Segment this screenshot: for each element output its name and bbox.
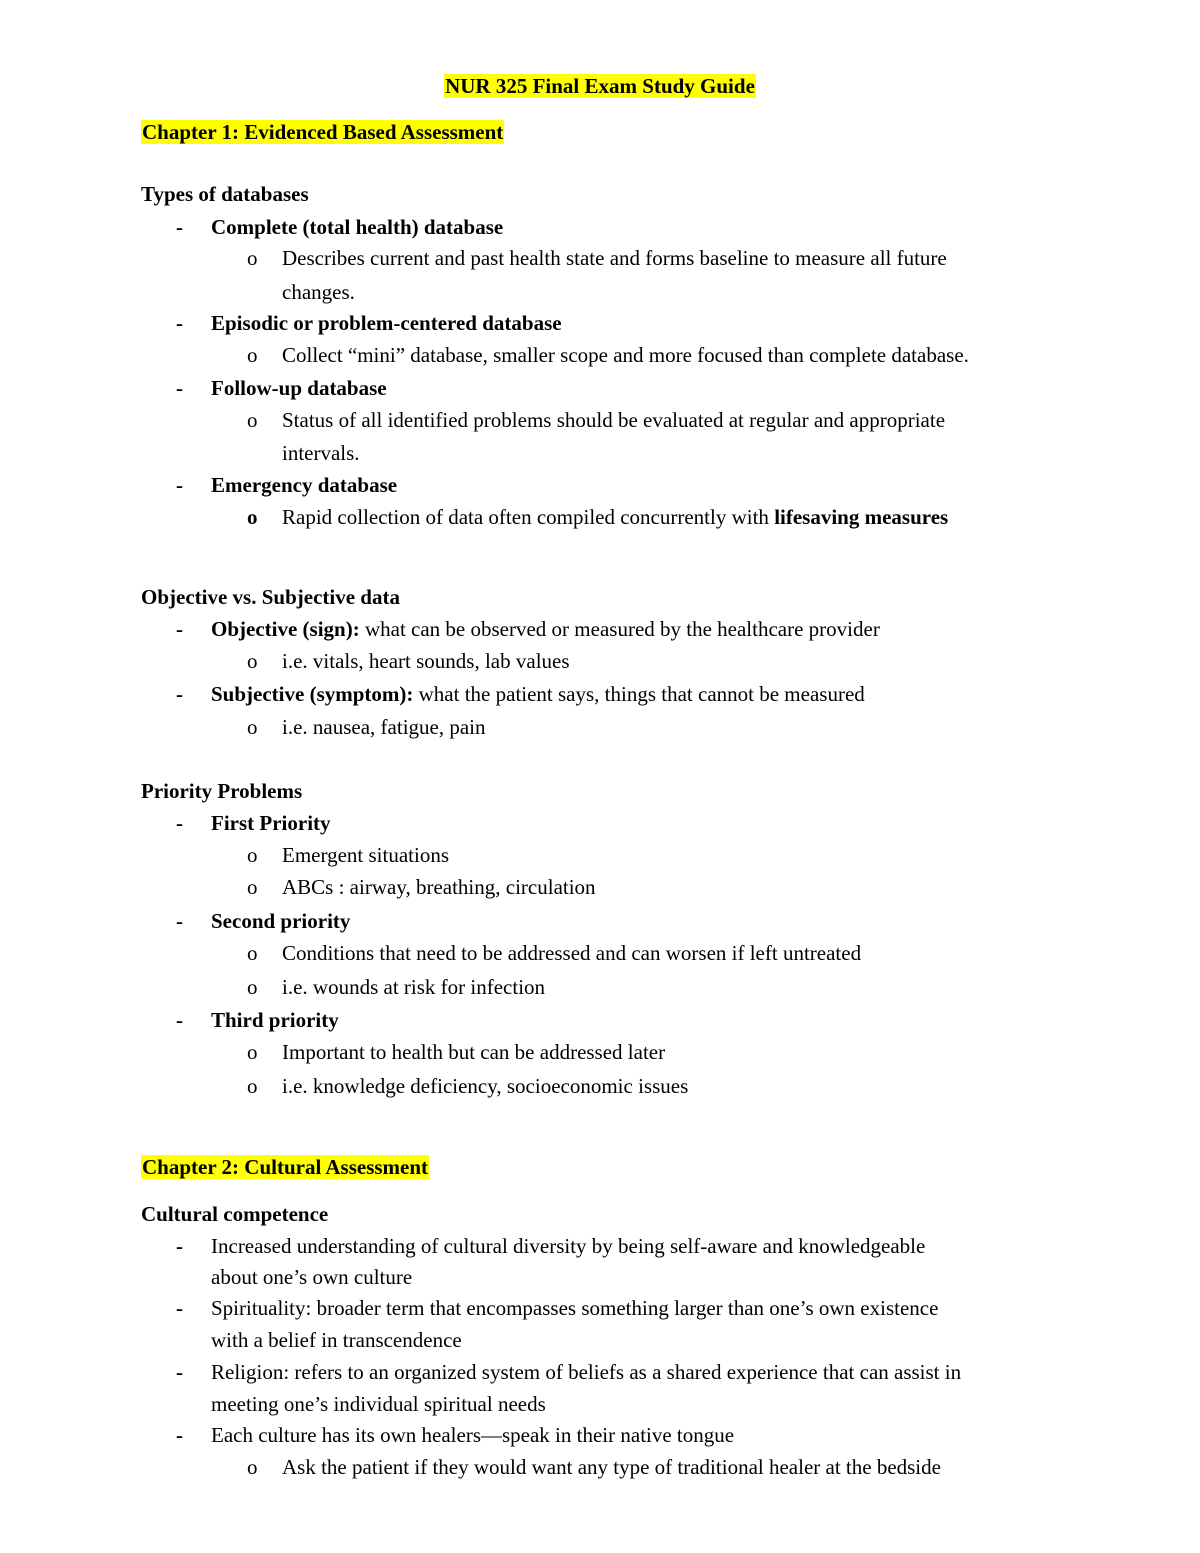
circle-marker: o bbox=[247, 1040, 258, 1064]
competence-bullet: Religion: refers to an organized system of beliefs as a shared experience that can assist in bbox=[211, 1360, 962, 1384]
database-item-emergency: Emergency database bbox=[211, 473, 398, 497]
priority-first-item: ABCs : airway, breathing, circulation bbox=[282, 875, 596, 899]
circle-marker: o bbox=[247, 941, 258, 965]
circle-marker: o bbox=[247, 875, 258, 899]
competence-bullet: Increased understanding of cultural diversity by being self-aware and knowledgeable bbox=[211, 1234, 926, 1258]
objective-label: Objective (sign): bbox=[211, 617, 360, 641]
competence-bullet-cont: meeting one’s individual spiritual needs bbox=[211, 1392, 546, 1416]
emergency-desc-bold: lifesaving measures bbox=[774, 505, 949, 529]
dash-marker: - bbox=[176, 1234, 183, 1258]
priority-second-item: i.e. wounds at risk for infection bbox=[282, 975, 546, 999]
page-title bbox=[0, 70, 1200, 102]
priority-third-item: Important to health but can be addressed later bbox=[282, 1040, 666, 1064]
competence-heading: Cultural competence bbox=[141, 1202, 329, 1226]
dash-marker: - bbox=[176, 617, 183, 641]
page-title-text: NUR 325 Final Exam Study Guide bbox=[445, 74, 755, 98]
dash-marker: - bbox=[176, 473, 183, 497]
dash-marker: - bbox=[176, 909, 183, 933]
chapter-2-heading: Chapter 2: Cultural Assessment bbox=[142, 1155, 429, 1179]
circle-marker: o bbox=[247, 505, 258, 529]
database-item-complete: Complete (total health) database bbox=[211, 215, 504, 239]
priority-second: Second priority bbox=[211, 909, 351, 933]
database-complete-desc-cont: changes. bbox=[282, 280, 355, 304]
circle-marker: o bbox=[247, 975, 258, 999]
circle-marker: o bbox=[247, 649, 258, 673]
priority-second-item: Conditions that need to be addressed and can worsen if left untreated bbox=[282, 941, 862, 965]
chapter-1-heading: Chapter 1: Evidenced Based Assessment bbox=[142, 120, 504, 144]
dash-marker: - bbox=[176, 1423, 183, 1447]
dash-marker: - bbox=[176, 1296, 183, 1320]
database-episodic-desc: Collect “mini” database, smaller scope and more focused than complete database. bbox=[282, 343, 969, 367]
circle-marker: o bbox=[247, 343, 258, 367]
circle-marker: o bbox=[247, 1074, 258, 1098]
dash-marker: - bbox=[176, 376, 183, 400]
subjective-text: what the patient says, things that cannot be measured bbox=[413, 682, 865, 706]
competence-bullet: Spirituality: broader term that encompasses something larger than one’s own existence bbox=[211, 1296, 939, 1320]
objsub-heading: Objective vs. Subjective data bbox=[141, 585, 400, 609]
competence-bullet-cont: with a belief in transcendence bbox=[211, 1328, 462, 1352]
database-item-followup: Follow-up database bbox=[211, 376, 387, 400]
subjective-item bbox=[211, 678, 865, 710]
objective-example: i.e. vitals, heart sounds, lab values bbox=[282, 649, 570, 673]
priority-third-item: i.e. knowledge deficiency, socioeconomic issues bbox=[282, 1074, 689, 1098]
priority-first: First Priority bbox=[211, 811, 331, 835]
dash-marker: - bbox=[176, 215, 183, 239]
priority-heading: Priority Problems bbox=[141, 779, 303, 803]
dash-marker: - bbox=[176, 311, 183, 335]
circle-marker: o bbox=[247, 843, 258, 867]
dash-marker: - bbox=[176, 1360, 183, 1384]
databases-heading: Types of databases bbox=[141, 182, 309, 206]
subjective-example: i.e. nausea, fatigue, pain bbox=[282, 715, 486, 739]
circle-marker: o bbox=[247, 715, 258, 739]
competence-bullet: Each culture has its own healers—speak in their native tongue bbox=[211, 1423, 735, 1447]
objective-item bbox=[211, 613, 880, 645]
objective-text: what can be observed or measured by the healthcare provider bbox=[359, 617, 880, 641]
dash-marker: - bbox=[176, 811, 183, 835]
priority-first-item: Emergent situations bbox=[282, 843, 450, 867]
competence-sub-bullet: Ask the patient if they would want any type of traditional healer at the bedside bbox=[282, 1455, 941, 1479]
database-followup-desc: Status of all identified problems should be evaluated at regular and appropriate bbox=[282, 408, 946, 432]
database-followup-desc-cont: intervals. bbox=[282, 441, 360, 465]
database-complete-desc: Describes current and past health state and forms baseline to measure all future bbox=[282, 246, 947, 270]
competence-bullet-cont: about one’s own culture bbox=[211, 1265, 413, 1289]
circle-marker: o bbox=[247, 1455, 258, 1479]
database-emergency-desc bbox=[282, 501, 948, 533]
subjective-label: Subjective (symptom): bbox=[211, 682, 414, 706]
dash-marker: - bbox=[176, 682, 183, 706]
dash-marker: - bbox=[176, 1008, 183, 1032]
circle-marker: o bbox=[247, 408, 258, 432]
emergency-desc-text: Rapid collection of data often compiled concurrently with bbox=[282, 505, 775, 529]
database-item-episodic: Episodic or problem-centered database bbox=[211, 311, 562, 335]
priority-third: Third priority bbox=[211, 1008, 339, 1032]
circle-marker: o bbox=[247, 246, 258, 270]
